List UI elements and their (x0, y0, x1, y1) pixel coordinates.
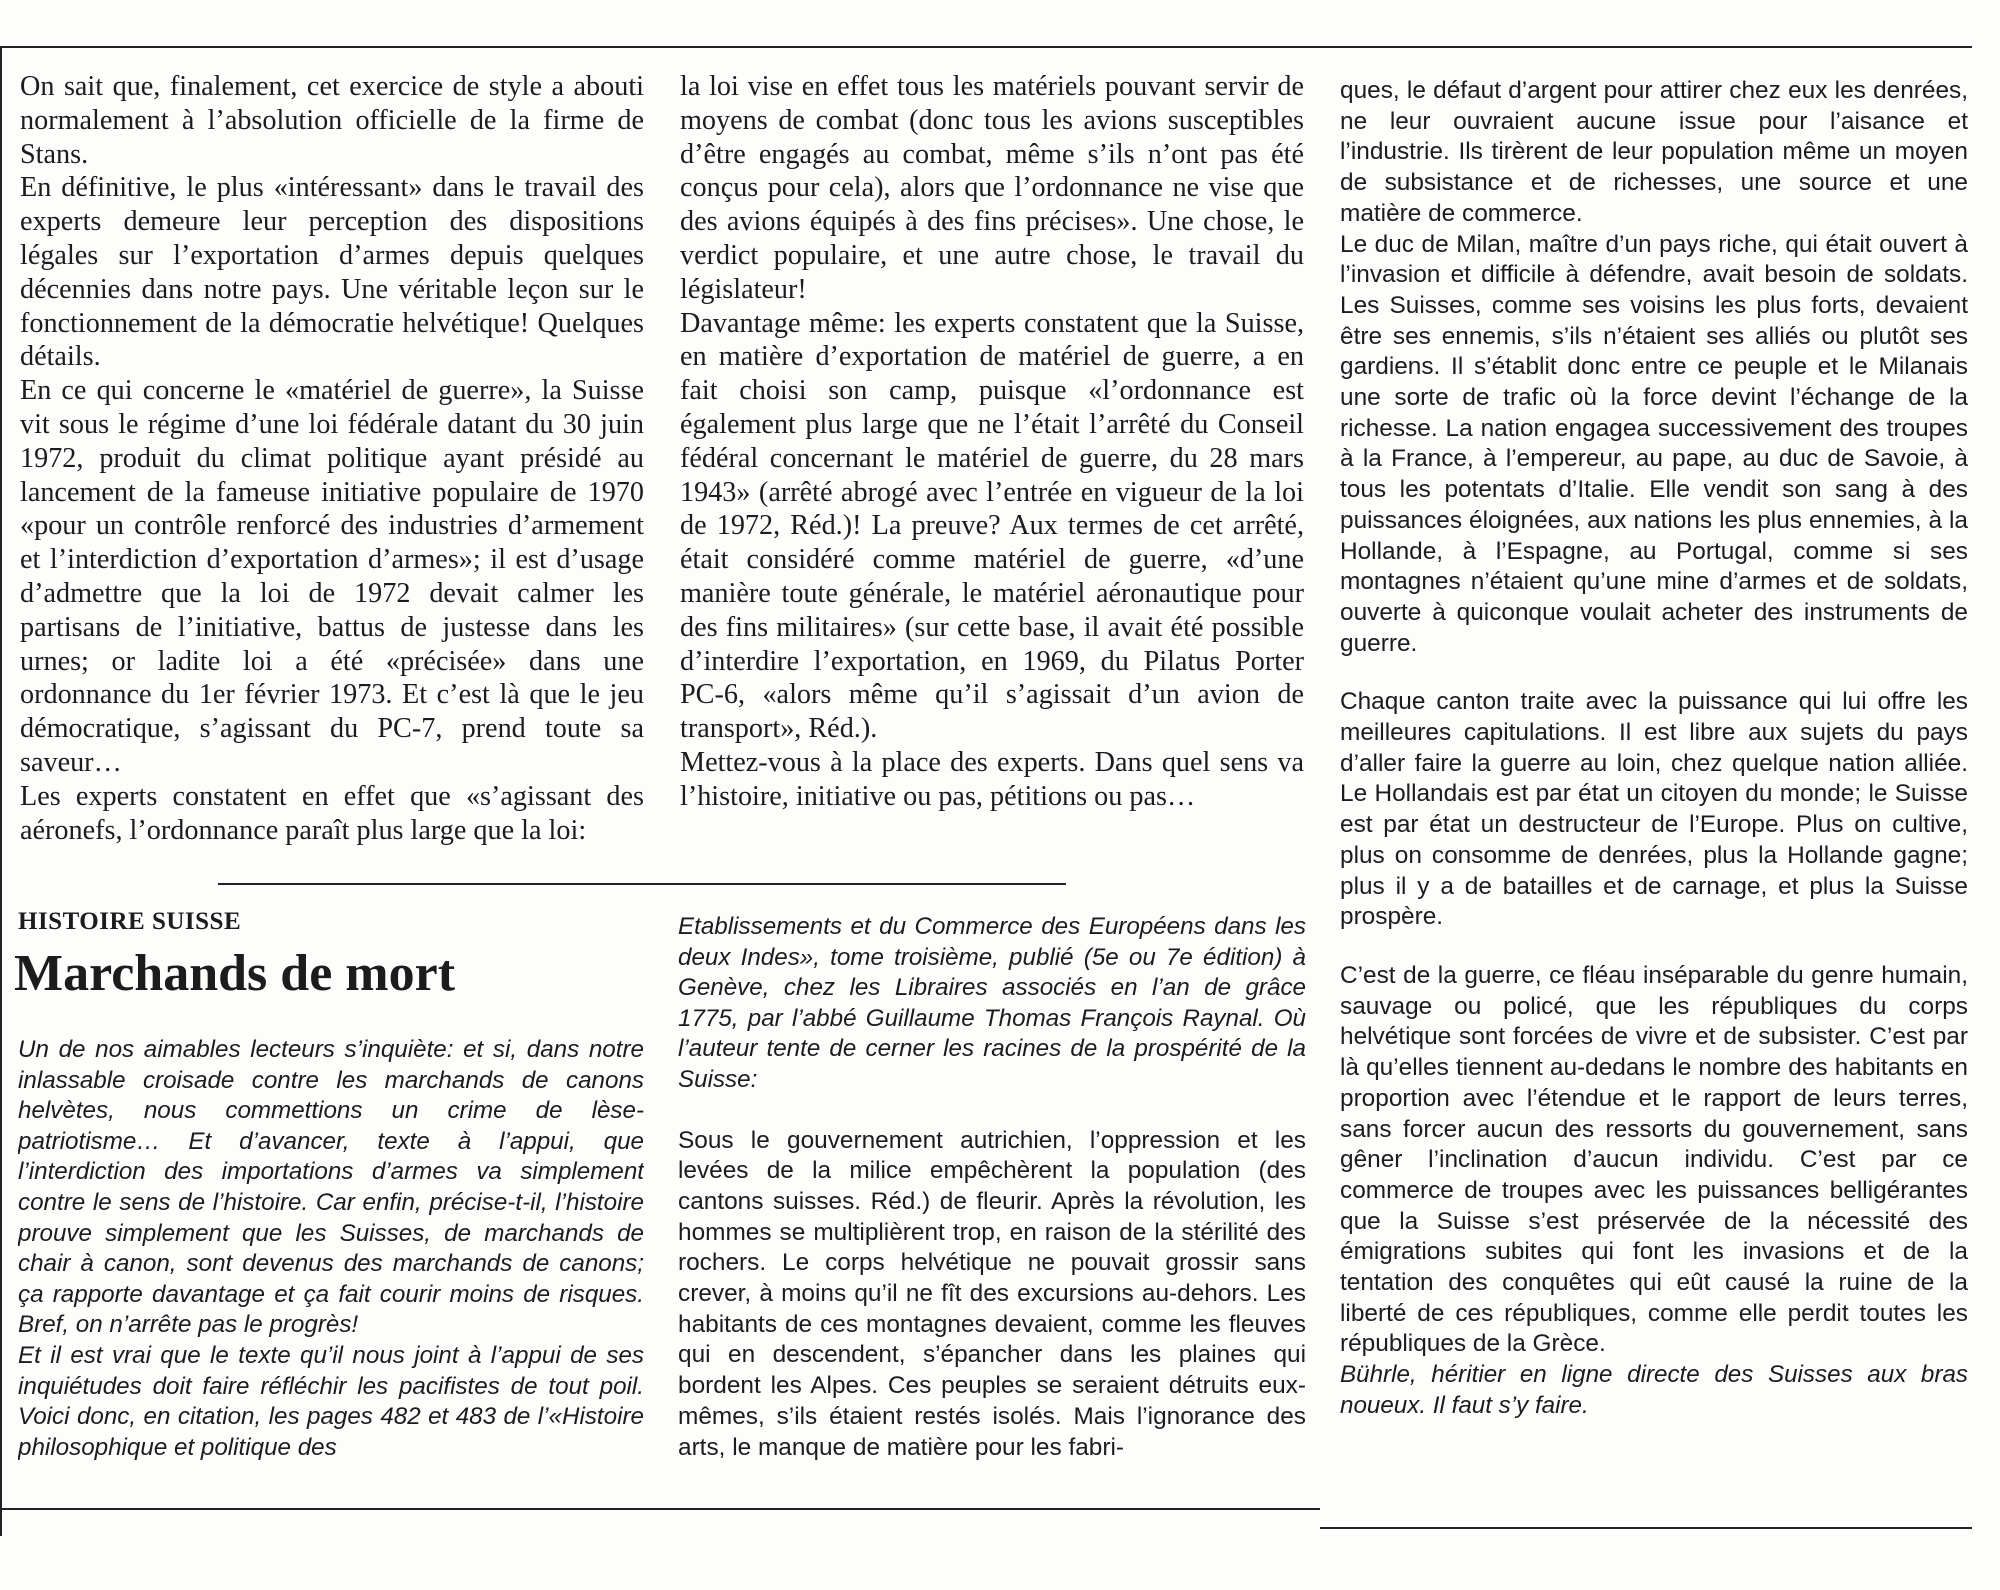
quote-paragraph: Le duc de Milan, maître d’un pays riche, qui était ouvert à l’invasion et difficile à défendre, avait besoin de soldats. Les Suisses, comme ses voisins les plus forts, devaient être ses ennemis, s’ils n’étaient ses alliés ou plutôt ses gardiens. Il s’établit donc entre ce peuple et le Milanais une sorte de trafic où la force devint l’échange de la richesse. La nation engagea successivement des troupes à la France, à l’empereur, au pape, au duc de Savoie, à tous les potentats d’Italie. Elle vendit son sang à des puissances éloignées, aux nations les plus ennemies, à la Hollande, à l’Espagne, au Portugal, comme si ses montagnes n’étaient qu’une mine d’armes et de soldats, ouverte à quiconque voulait acheter des instruments de guerre. (1340, 230, 1968, 657)
section-divider-rule (218, 883, 1066, 885)
article1-paragraph: Davantage même: les experts constatent que la Suisse, en matière d’exportation de matériel de guerre, a en fait choisi son camp, puisque «l’ordonnance est également plus large que ne l’était l’arrêté du Conseil fédéral concernant le matériel de guerre, du 28 mars 1943» (arrêté abrogé avec l’entrée en vigueur de la loi de 1972, Réd.)! La preuve? Aux termes de cet arrêté, était considéré comme matériel de guerre, «d’une manière toute générale, le matériel aéronautique pour des fins militaires» (sur cette base, il avait été possible d’interdire l’exportation, en 1969, du Pilatus Porter PC-6, «alors même qu’il s’agissait d’un avion de transport», Réd.). (680, 307, 1304, 745)
section-kicker: HISTOIRE SUISSE (18, 908, 242, 935)
quote-paragraph: Sous le gouvernement autrichien, l’oppression et les levées de la milice empêchèrent la population (des cantons suisses. Réd.) de fleurir. Après la révolution, les hommes se multiplièrent trop, en raison de la stérilité des rochers. Le corps helvétique ne pouvait grossir sans crever, à moins qu’il ne fît des excursions au-dehors. Les habitants de ces montagnes devaient, comme les fleuves qui en descendent, s’épancher dans les plaines qui bordent les Alpes. Ces peuples se seraient détruits eux-mêmes, s’ils étaient restés isolés. Mais l’ignorance des arts, le manque de matière pour les fabri- (678, 1126, 1306, 1461)
article1-column-2 (680, 70, 1304, 860)
article1-paragraph: En définitive, le plus «intéressant» dans le travail des experts demeure leur perception des dispositions légales sur l’exportation d’armes depuis quelques décennies dans notre pays. Une véritable leçon sur le fonctionnement de la démocratie helvétique! Quelques détails. (20, 172, 644, 373)
article1-paragraph: Les experts constatent en effet que «s’agissant des aéronefs, l’ordonnance paraît plus large que la loi: (20, 780, 644, 846)
closing-note: Bührle, héritier en ligne directe des Suisses aux bras noueux. Il faut s’y faire. (1340, 1361, 1968, 1419)
article2-column-2 (678, 912, 1306, 1502)
intro-continuation: Etablissements et du Commerce des Européens dans les deux Indes», tome troisième, publié (5e ou 7e édition) à Genève, chez les Libraires associés en l’an de grâce 1775, par l’abbé Guillaume Thomas François Raynal. Où l’auteur tente de cerner les racines de la prospérité de la Suisse: (678, 913, 1306, 1093)
article1-paragraph: On sait que, finalement, cet exercice de style a abouti normalement à l’absolution officielle de la firme de Stans. (20, 71, 644, 170)
bottom-rule-left (0, 1508, 1320, 1510)
intro-paragraph: Un de nos aimables lecteurs s’inquiète: et si, dans notre inlassable croisade contre les marchands de canons helvètes, nous commettions un crime de lèse-patriotisme… Et d’avancer, texte à l’appui, que l’interdiction des importations d’armes va simplement contre le sens de l’histoire. Car enfin, précise-t-il, l’histoire prouve simplement que les Suisses, de marchands de chair à canon, sont devenus des marchands de canons; ça rapporte davantage et ça fait courir moins de risques. Bref, on n’arrête pas le progrès! (18, 1036, 644, 1339)
article1-paragraph: la loi vise en effet tous les matériels pouvant servir de moyens de combat (donc tous les avions susceptibles d’être engagés au combat, même s’ils n’ont pas été conçus pour cela), alors que l’ordonnance ne vise que des avions équipés à des fins précises». Une chose, le verdict populaire, et une autre chose, le travail du législateur! (680, 71, 1304, 305)
article1-column-1 (20, 70, 644, 860)
quote-paragraph: Chaque canton traite avec la puissance qui lui offre les meilleures capitulations. Il est libre aux sujets du pays d’aller faire la guerre au loin, chez quelque nation alliée. Le Hollandais est par état un citoyen du monde; le Suisse est par état un destructeur de l’Europe. Plus on cultive, plus on consomme de denrées, plus la Hollande gagne; plus il y a de batailles et de carnage, et plus la Suisse prospère. (1340, 688, 1968, 931)
article1-paragraph: En ce qui concerne le «matériel de guerre», la Suisse vit sous le régime d’une loi fédérale datant du 30 juin 1972, produit du climat politique ayant présidé au lancement de la fameuse initiative populaire de 1970 «pour un contrôle renforcé des industries d’armement et l’interdiction d’exportation d’armes»; il est d’usage d’admettre que la loi de 1972 devait calmer les partisans de l’initiative, battus de justesse dans les urnes; or ladite loi a été «précisée» dans une ordonnance du 1er février 1973. Et c’est là que le jeu démocratique, s’agissant du PC-7, prend toute sa saveur… (20, 375, 644, 778)
article-headline: Marchands de mort (14, 945, 456, 1002)
quote-paragraph: C’est de la guerre, ce fléau inséparable du genre humain, sauvage ou policé, que les républiques du corps helvétique sont forcées de vivre et de subsister. C’est par là qu’elles tiennent au-dedans le nombre des habitants en proportion avec l’étendue et le rapport de leurs terres, sans forcer aucun des ressorts du gouvernement, sans gêner l’inclination d’aucun individu. C’est par ce commerce de troupes avec les puissances belligérantes que la Suisse s’est préservée de la nécessité des émigrations subites qui font les invasions et de la tentation des conquêtes qui eût causé la ruine de la liberté de ces républiques, comme elle perdit toutes les républiques de la Grèce. (1340, 961, 1968, 1358)
article2-column-3 (1340, 76, 1968, 1516)
article1-paragraph: Mettez-vous à la place des experts. Dans quel sens va l’histoire, initiative ou pas, pétitions ou pas… (680, 746, 1304, 812)
left-border (0, 46, 2, 1536)
intro-column-1 (18, 1035, 644, 1495)
intro-paragraph: Et il est vrai que le texte qu’il nous joint à l’appui de ses inquiétudes doit faire réfléchir les pacifistes de tout poil. Voici donc, en citation, les pages 482 et 483 de l’«Histoire philosophique et politique des (18, 1341, 644, 1461)
bottom-rule-right (1320, 1527, 1972, 1529)
top-rule (0, 46, 1972, 48)
quote-paragraph: ques, le défaut d’argent pour attirer chez eux les denrées, ne leur ouvraient aucune issue pour l’aisance et l’industrie. Ils tirèrent de leur population même un moyen de subsistance et de richesses, une source et une matière de commerce. (1340, 77, 1968, 227)
